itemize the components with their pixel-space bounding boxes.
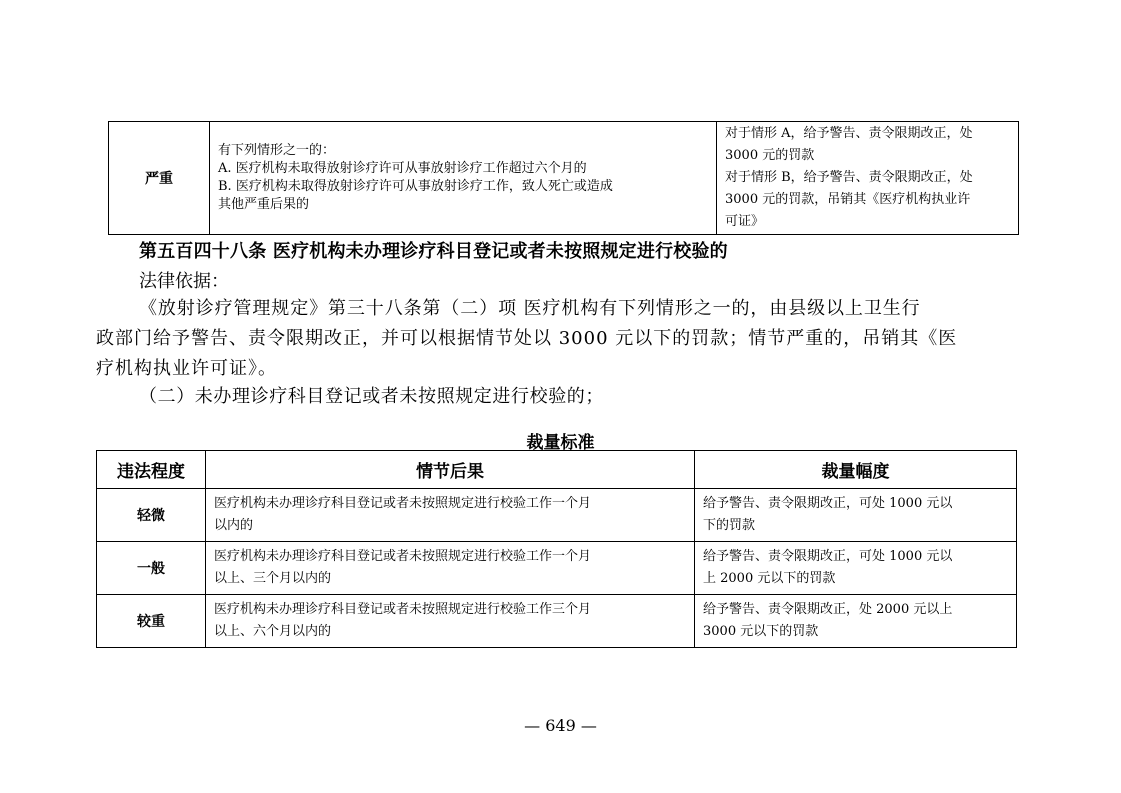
consequence-cell — [206, 542, 695, 595]
consequence-line: 医疗机构未办理诊疗科目登记或者未按照规定进行校验工作一个月 — [214, 549, 592, 564]
standard-title: 裁量标准 — [526, 433, 595, 453]
paragraph-line: 疗机构执业许可证》。 — [96, 358, 277, 379]
penalty-cell — [717, 122, 1019, 235]
penalty-range-cell — [695, 542, 1017, 595]
penalty-range-cell — [695, 489, 1017, 542]
penalty-line: 3000 元以下的罚款 — [703, 624, 819, 639]
penalty-line: 给予警告、责令限期改正，可处 1000 元以 — [703, 496, 953, 511]
column-header-consequence: 情节后果 — [206, 451, 695, 489]
violation-level-cell: 较重 — [97, 595, 206, 648]
penalty-line: 可证》 — [725, 214, 765, 229]
penalty-line: 给予警告、责令限期改正，处 2000 元以上 — [703, 602, 953, 617]
consequence-line: 医疗机构未办理诊疗科目登记或者未按照规定进行校验工作一个月 — [214, 496, 592, 511]
penalty-line: 上 2000 元以下的罚款 — [703, 571, 836, 586]
penalty-range-cell — [695, 595, 1017, 648]
continued-penalty-table — [108, 121, 1019, 235]
circumstance-cell — [210, 122, 717, 235]
circumstance-line: A. 医疗机构未取得放射诊疗许可从事放射诊疗工作超过六个月的 — [218, 161, 587, 176]
circumstance-line: B. 医疗机构未取得放射诊疗许可从事放射诊疗工作，致人死亡或造成 — [218, 179, 613, 194]
consequence-line: 医疗机构未办理诊疗科目登记或者未按照规定进行校验工作三个月 — [214, 602, 592, 617]
column-header-level: 违法程度 — [97, 451, 206, 489]
table-row — [97, 489, 1017, 542]
penalty-line: 3000 元的罚款 — [725, 148, 815, 163]
penalty-line: 3000 元的罚款，吊销其《医疗机构执业许 — [725, 192, 971, 207]
page-number: — 649 — — [524, 716, 597, 735]
table-row — [109, 122, 1019, 235]
consequence-line: 以上、三个月以内的 — [214, 571, 332, 586]
table-row — [97, 542, 1017, 595]
consequence-cell — [206, 489, 695, 542]
consequence-line: 以内的 — [214, 518, 254, 533]
article-heading: 第五百四十八条 医疗机构未办理诊疗科目登记或者未按照规定进行校验的 — [139, 241, 728, 262]
penalty-line: 给予警告、责令限期改正，可处 1000 元以 — [703, 549, 953, 564]
legal-basis-label: 法律依据： — [139, 271, 229, 292]
discretion-standard-table — [96, 450, 1017, 648]
circumstance-line: 有下列情形之一的： — [218, 143, 336, 158]
consequence-line: 以上、六个月以内的 — [214, 624, 332, 639]
consequence-cell — [206, 595, 695, 648]
violation-level-cell: 轻微 — [97, 489, 206, 542]
penalty-line: 下的罚款 — [703, 518, 756, 533]
circumstance-line: 其他严重后果的 — [218, 197, 310, 212]
violation-level-cell: 严重 — [109, 122, 210, 235]
paragraph-line: 政部门给予警告、责令限期改正，并可以根据情节处以 3000 元以下的罚款；情节严重的，吊销其《医 — [96, 328, 958, 349]
legal-basis-paragraph — [96, 294, 1026, 384]
table-row — [97, 595, 1017, 648]
penalty-line: 对于情形 B，给予警告、责令限期改正，处 — [725, 170, 973, 185]
table-header-row — [97, 451, 1017, 489]
violation-level-cell: 一般 — [97, 542, 206, 595]
clause-item: （二）未办理诊疗科目登记或者未按照规定进行校验的； — [139, 386, 604, 407]
paragraph-line: 《放射诊疗管理规定》第三十八条第（二）项 医疗机构有下列情形之一的，由县级以上卫生行 — [139, 298, 921, 319]
penalty-line: 对于情形 A，给予警告、责令限期改正，处 — [725, 126, 973, 141]
column-header-range: 裁量幅度 — [695, 451, 1017, 489]
